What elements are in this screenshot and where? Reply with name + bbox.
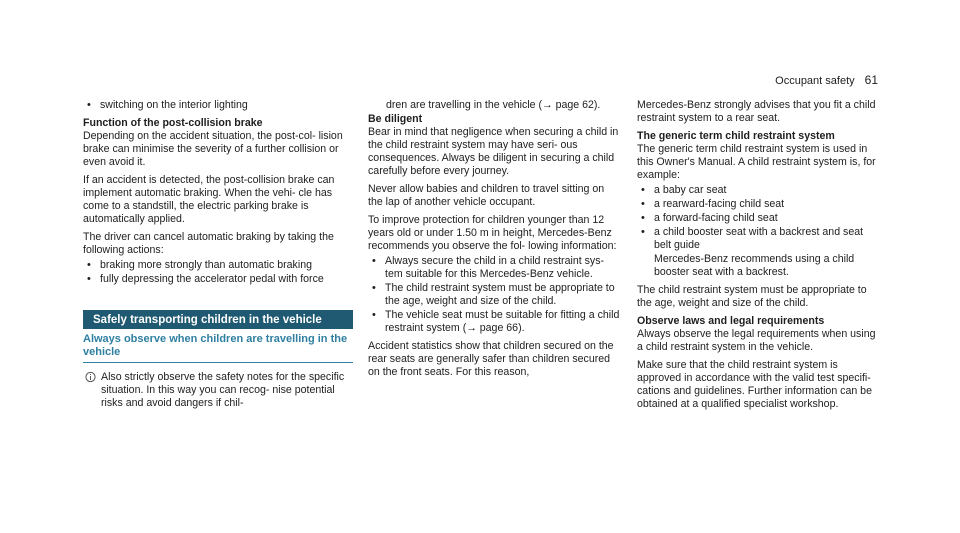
list-item: • fully depressing the accelerator pedal with force [83, 273, 353, 286]
list-item: • a rearward-facing child seat [637, 198, 882, 211]
section-banner: Safely transporting children in the vehicle [83, 310, 353, 329]
heading-be-diligent: Be diligent [368, 113, 423, 125]
info-icon [85, 371, 96, 387]
paragraph: Always observe the legal requirements when using a child restraint system in the vehicle. [637, 328, 876, 353]
paragraph: Depending on the accident situation, the post-col- lision brake can minimise the severity of a further collision or even avoid it. [83, 130, 343, 168]
paragraph: Bear in mind that negligence when securing a child in the child restraint system may have seri- ous consequences. Always be diligent in securing a child carefully before every journey. [368, 126, 619, 177]
list-item: • The vehicle seat must be suitable for fitting a child restraint system (→ page 66). [368, 309, 621, 335]
page-header [775, 74, 878, 88]
list-item: • braking more strongly than automatic braking [83, 259, 353, 272]
column-1 [83, 99, 353, 410]
bullet-list-top [83, 99, 353, 112]
list-item: • Always secure the child in a child restraint sys- tem suitable for this Mercedes-Benz vehicle. [368, 255, 621, 281]
column-3 [637, 99, 882, 416]
paragraph: Never allow babies and children to travel sitting on the lap of another vehicle occupant. [368, 183, 605, 208]
continuation-text: dren are travelling in the vehicle (→ page 62). [386, 99, 601, 111]
paragraph: Mercedes-Benz strongly advises that you fit a child restraint system to a rear seat. [637, 99, 876, 124]
paragraph: The generic term child restraint system is used in this Owner's Manual. A child restraint system is, for example: [637, 143, 876, 181]
heading-generic-term: The generic term child restraint system [637, 130, 835, 142]
heading-laws: Observe laws and legal requirements [637, 315, 825, 327]
paragraph: Accident statistics show that children secured on the rear seats are generally safer than children secured on the front seats. For this reason, [368, 340, 614, 378]
list-item: • a child booster seat with a backrest and seat belt guide [637, 226, 882, 252]
heading-post-collision-brake: Function of the post-collision brake [83, 117, 263, 129]
bullet-list-protection [368, 255, 621, 335]
list-item: • switching on the interior lighting [83, 99, 353, 112]
paragraph: To improve protection for children younger than 12 years old or under 1.50 m in height, Mercedes-Benz recommends you observe the fol- lowing information: [368, 214, 617, 252]
paragraph: The driver can cancel automatic braking by taking the following actions: [83, 231, 334, 256]
warning-heading: Always observe when children are travelling in the vehicle [83, 333, 353, 363]
bullet-list-cancel-actions [83, 259, 353, 286]
sub-paragraph: Mercedes-Benz recommends using a child booster seat with a backrest. [654, 253, 855, 278]
column-2 [368, 99, 621, 384]
list-item: • a baby car seat [637, 184, 882, 197]
bullet-list-restraint-types [637, 184, 882, 252]
paragraph: The child restraint system must be appropriate to the age, weight and size of the child. [637, 284, 867, 309]
paragraph: If an accident is detected, the post-collision brake can implement automatic braking. When the vehi- cle has come to a standstill, the electric parking brake is automatically applied. [83, 174, 335, 225]
note-text: Also strictly observe the safety notes for the specific situation. In this way you can recog- nise potential risks and avoid dangers if chil- [101, 371, 345, 409]
paragraph: Make sure that the child restraint system is approved in accordance with the valid test specifi- cations and guidelines. Further information can be obtained at a qualified specialist workshop. [637, 359, 872, 410]
note-block [83, 371, 353, 410]
list-item: • a forward-facing child seat [637, 212, 882, 225]
list-item: • The child restraint system must be appropriate to the age, weight and size of the child. [368, 282, 621, 308]
section-title: Occupant safety [775, 75, 855, 87]
page-number: 61 [864, 73, 878, 87]
